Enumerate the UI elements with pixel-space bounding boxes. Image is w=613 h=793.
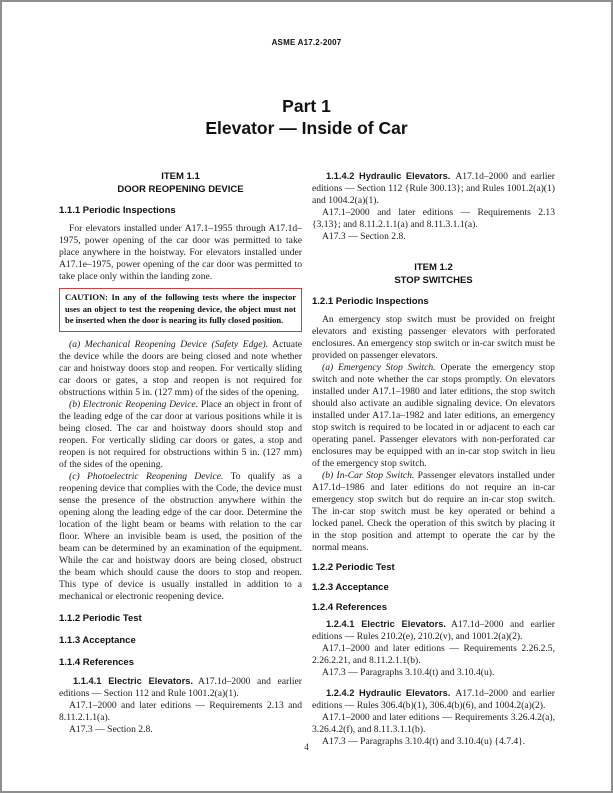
two-column-text-block [2,170,611,748]
para-1-1-4-2-a173: A17.3 — Section 2.8. [322,231,406,242]
item-1-1-heading [59,170,302,196]
para-1-2-1-a [312,362,555,470]
para-1-1-1-c-text: To qualify as a reopening device that complies with the Code, the device must sense the presence of the obstruction anywhere within the opening along the leading edge of the car door. Determine the location of the light beam or beams with relation to the car floor. Where an invisible beam is used, the position of the beam can be determined by an examination of the equipment. While the car and hoistway doors are being closed, obstruct the beam which should cause the doors to stop and reopen. This type of device is usually installed in addition to a mechanical or electronic reopening device. [59,470,303,602]
para-1-1-1-b-lead: (b) Electronic Reopening Device. [69,398,199,410]
para-1-2-1-a-text: Operate the emergency stop switch and note whether the car stops promptly. On elevators installed under A17.1–1980 and later editions, the stop switch should also activate an audible signaling device. On elevators installed under A17.1a–1982 and later editions, an emergency stop switch is required to be located in or adjacent to each car operating panel. Passenger elevators with non-perforated car enclosures may be equipped with an in-car stop switch in lieu of the emergency stop switch. [312,362,555,469]
item-1-1-title: DOOR REOPENING DEVICE [117,184,244,195]
para-1-1-4-1-text: A17.1d–2000 and earlier editions — Section 112 and Rule 1001.2(a)(1). [59,675,302,699]
para-1-2-1-b-text: Passenger elevators installed under A17.1d–1986 and later editions do not require an in-car emergency stop switch but do require an in-car stop switch. The in-car stop switch must be key operated or behind a locked panel. Check the operation of this switch by placing it in the stop position and attempt to operate the car by the normal means. [312,470,555,553]
part-title-line1: Part 1 [282,96,331,116]
section-1-2-2-heading: 1.2.2 Periodic Test [312,562,395,573]
item-1-2-number: ITEM 1.2 [414,262,453,273]
para-1-2-4-1 [312,618,555,643]
para-1-2-1-a-lead: (a) Emergency Stop Switch. [322,362,436,373]
para-1-1-1-c-lead: (c) Photoelectric Reopening Device. [69,470,224,482]
page-number: 4 [304,742,309,752]
para-1-1-4-1-a173: A17.3 — Section 2.8. [69,723,153,735]
section-1-2-4-1-runin-heading: 1.2.4.1 Electric Elevators. [326,619,446,629]
para-1-2-4-1-later: A17.1–2000 and later editions — Requirements 2.26.2.5, 2.26.2.21, and 8.11.2.1.1(b). [312,643,555,666]
para-1-1-1-a [59,339,302,399]
item-1-2-heading [312,261,555,287]
section-1-1-1-heading: 1.1.1 Periodic Inspections [59,205,176,216]
para-1-1-4-1-later: A17.1–2000 and later editions — Requirements 2.13 and 8.11.2.1.1(a). [59,699,302,723]
document-code-header: ASME A17.2-2007 [271,38,342,47]
para-1-1-4-2-text: A17.1d–2000 and earlier editions — Section 112 {Rule 300.13}; and Rules 1001.2(a)(1) and 1004.2(a)(1). [312,171,555,206]
section-1-1-4-heading: 1.1.4 References [59,656,134,668]
para-1-2-4-1-a173: A17.3 — Paragraphs 3.10.4(t) and 3.10.4(u). [322,667,495,678]
part-title-line2: Elevator — Inside of Car [205,118,408,138]
section-1-1-2-heading: 1.1.2 Periodic Test [59,612,142,624]
section-1-2-3-heading: 1.2.3 Acceptance [312,582,389,593]
section-1-2-4-2-runin-heading: 1.2.4.2 Hydraulic Elevators. [326,688,451,698]
section-1-2-1-heading: 1.2.1 Periodic Inspections [312,296,429,307]
para-1-2-1-b-lead: (b) In-Car Stop Switch. [322,470,415,481]
section-1-1-4-2-runin-heading: 1.1.4.2 Hydraulic Elevators. [326,171,451,181]
para-1-2-4-1-text: A17.1d–2000 and earlier editions — Rules 210.2(e), 210.2(v), and 1001.2(a)(2). [312,619,555,642]
para-1-1-4-2-later: A17.1–2000 and later editions — Requirements 2.13 {3.13}; and 8.11.2.1.1(a) and 8.11.3.1.1(a). [312,207,555,230]
para-1-2-4-2-later: A17.1–2000 and later editions — Requirements 3.26.4.2(a), 3.26.4.2(f), and 8.11.3.1.1(b). [312,712,555,735]
item-1-2-title: STOP SWITCHES [394,275,473,286]
left-column [59,170,302,748]
para-1-1-4-1 [59,675,302,700]
para-1-2-1-intro: An emergency stop switch must be provided on freight elevators and existing passenger elevators with perforated enclosures. An emergency stop switch or in-car switch must be provided on passenger elevators. [312,314,555,361]
section-1-1-4-1-runin-heading: 1.1.4.1 Electric Elevators. [73,675,193,686]
para-1-2-4-2-a173: A17.3 — Paragraphs 3.10.4(t) and 3.10.4(u) {4.7.4}. [322,736,526,747]
para-1-1-1-a-lead: (a) Mechanical Reopening Device (Safety Edge). [69,338,269,350]
right-column [312,170,555,748]
para-1-1-1-b [59,399,302,471]
para-1-1-4-2 [312,170,555,207]
para-1-2-4-2 [312,687,555,712]
section-1-1-3-heading: 1.1.3 Acceptance [59,634,136,646]
para-1-1-1-a-text: Actuate the device while the doors are being closed and note whether car and hoistway doors stop and reopen. For vertically sliding car doors or gates, a stop and reopen is not required for obstructions within 5 in. (127 mm) of the sides of the opening. [59,338,302,398]
section-1-2-4-heading: 1.2.4 References [312,602,387,613]
para-1-2-1-b [312,470,555,554]
part-title [2,95,611,139]
caution-box: CAUTION: In any of the following tests where the inspector uses an object to test the reopening device, the object must not be inserted when the door is nearing its fully closed position. [59,288,302,332]
item-1-1-number: ITEM 1.1 [161,171,200,182]
para-1-1-1-intro: For elevators installed under A17.1–1955 through A17.1d–1975, power opening of the car door was permitted to take place anywhere in the hoistway. For elevators installed under A17.1e–1975, power opening of the car door was permitted to take place only within the landing zone. [59,223,302,282]
para-1-1-1-b-text: Place an object in front of the leading edge of the car door at various positions while it is being closed. The car and hoistway doors should stop and reopen. For vertically sliding car doors or gates, a stop and reopen is not required for obstructions within 5 in. (127 mm) of the sides of the opening. [59,398,302,470]
para-1-2-4-2-text: A17.1d–2000 and earlier editions — Rules 306.4(b)(1), 306.4(b)(6), and 1004.2(a)(2). [312,688,555,711]
para-1-1-1-c [59,471,302,603]
